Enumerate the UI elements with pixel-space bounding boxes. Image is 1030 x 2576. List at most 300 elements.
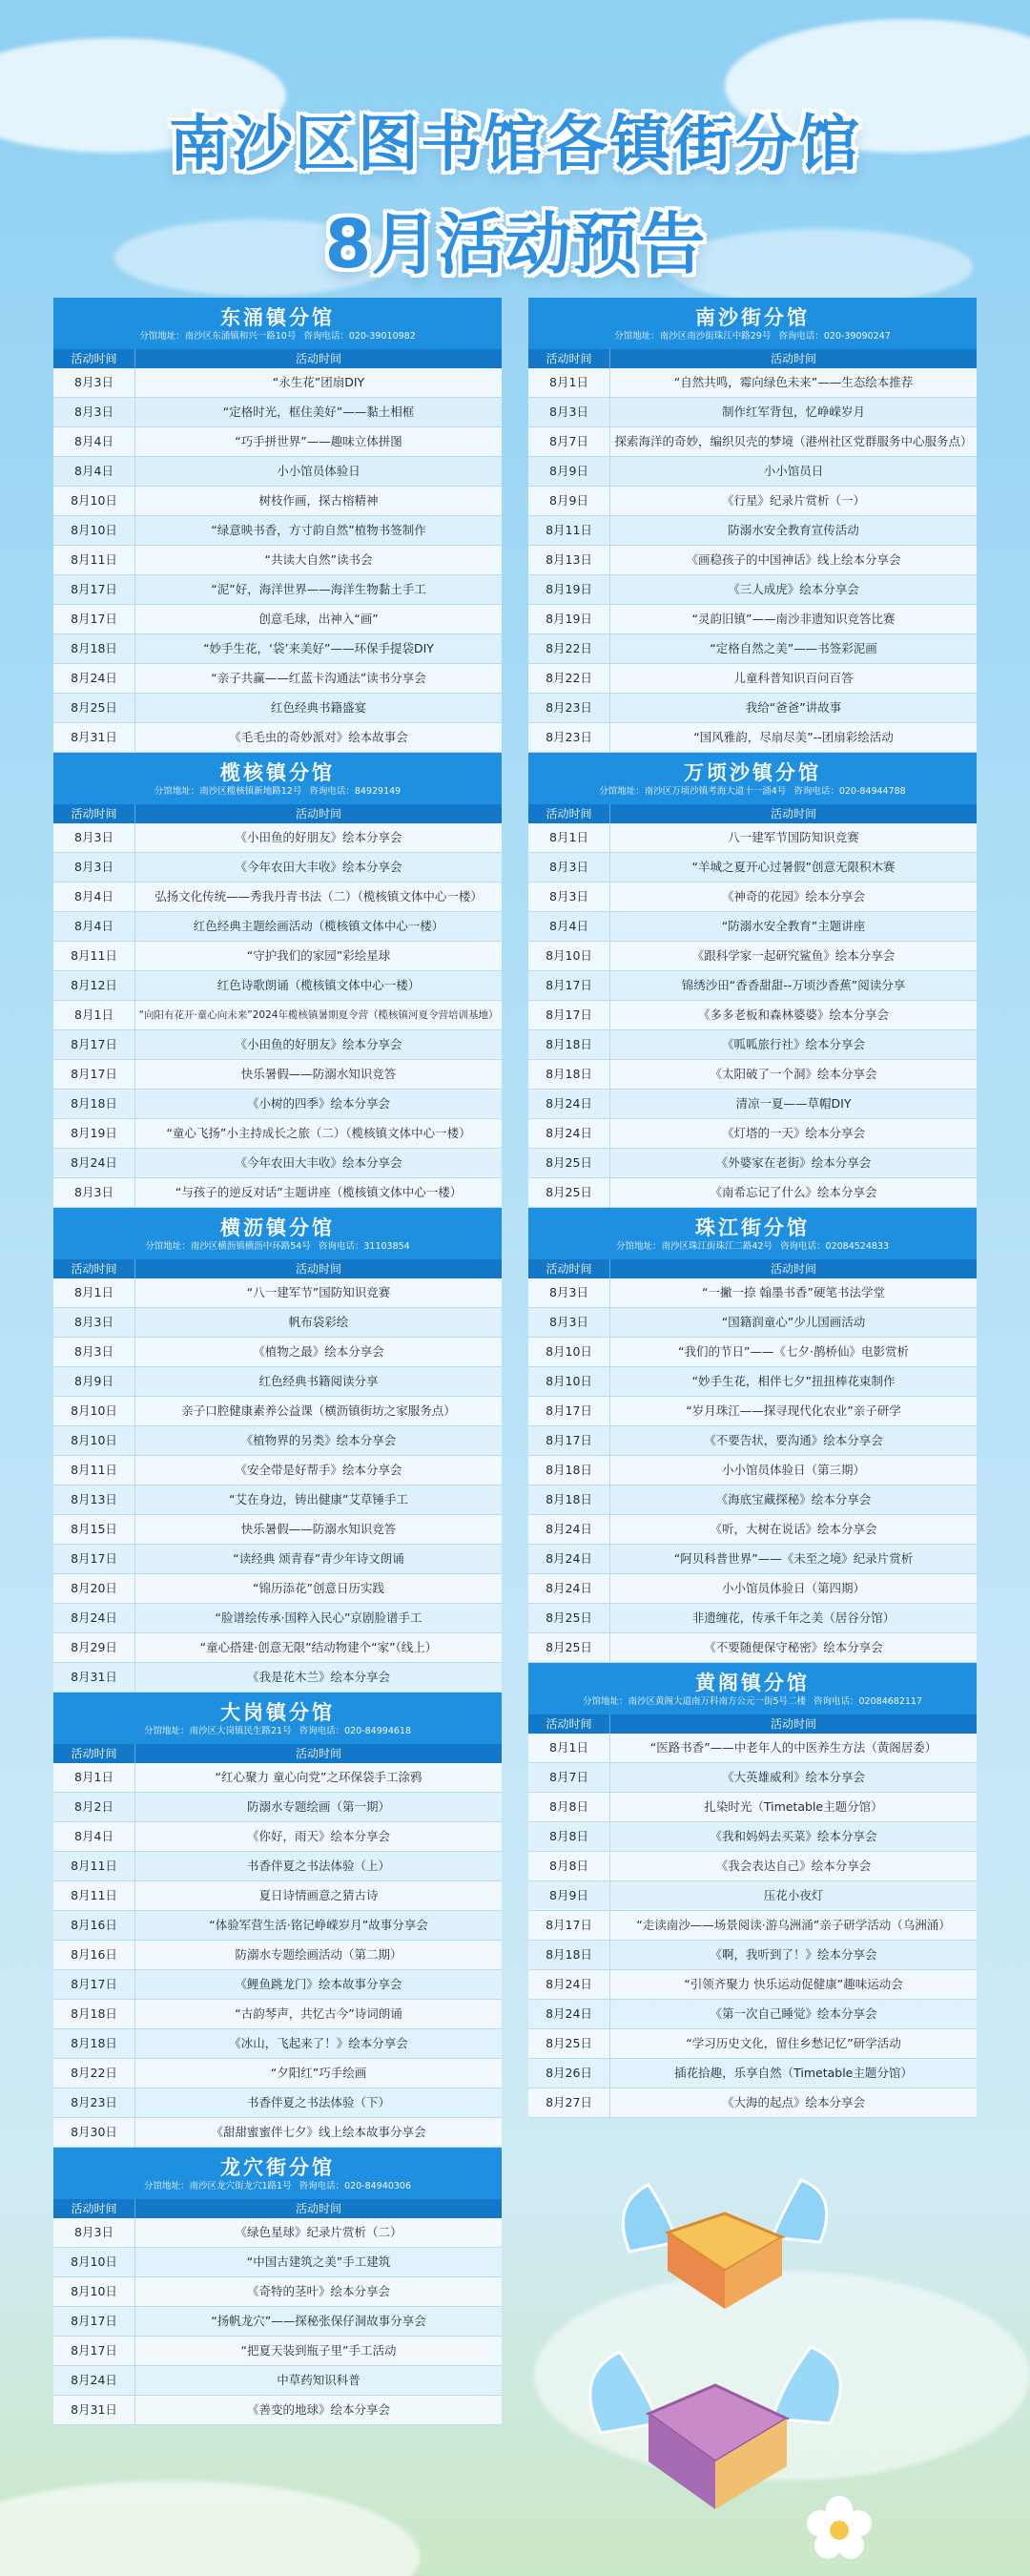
activity-date: 8月25日 xyxy=(528,1149,610,1177)
table-row xyxy=(53,1881,502,1911)
activity-date: 8月24日 xyxy=(53,664,135,693)
activity-name: “岁月珠江——探寻现代化农业”亲子研学 xyxy=(686,1403,901,1418)
activity-name: 《奇特的茎叶》绘本分享会 xyxy=(246,2284,390,2298)
activity-date: 8月8日 xyxy=(528,1852,610,1880)
table-row xyxy=(53,2337,502,2366)
activity-date: 8月8日 xyxy=(528,1793,610,1821)
table-row xyxy=(528,723,977,753)
branch-lanhe xyxy=(53,753,502,1208)
activity-date: 8月23日 xyxy=(528,723,610,752)
activity-name: 红色经典主题绘画活动（榄核镇文体中心一楼） xyxy=(193,919,444,933)
activity-name: “中国古建筑之美”手工建筑 xyxy=(246,2254,391,2269)
branch-header xyxy=(528,753,977,804)
activity-name: 《多多老板和森林婆婆》绘本分享会 xyxy=(697,1008,889,1022)
activity-name: 锦绣沙田“香香甜甜--万顷沙香蕉”阅读分享 xyxy=(681,978,906,992)
branch-longxue xyxy=(53,2148,502,2425)
column-header-date: 活动时间 xyxy=(53,1259,135,1278)
activity-name: “向阳有花开·童心向未来”2024年榄核镇暑期夏令营（榄核镇河夏令营培训基地） xyxy=(138,1009,499,1021)
branch-phone: 咨询电话：020-84940306 xyxy=(299,2181,411,2192)
table-row xyxy=(53,664,502,694)
table-row xyxy=(53,1822,502,1852)
table-row xyxy=(53,1970,502,2000)
table-row xyxy=(53,1338,502,1367)
activity-name: 《啊，我听到了！》绘本分享会 xyxy=(710,1947,877,1962)
branch-header xyxy=(528,298,977,349)
activity-date: 8月11日 xyxy=(53,1456,135,1485)
branch-name: 珠江街分馆 xyxy=(695,1216,810,1239)
activity-date: 8月24日 xyxy=(53,1149,135,1177)
activity-date: 8月11日 xyxy=(528,516,610,545)
table-row xyxy=(528,398,977,427)
branch-name: 黄阁镇分馆 xyxy=(695,1672,810,1694)
branch-nansha xyxy=(528,298,977,753)
activity-name: 《小树的四季》绘本分享会 xyxy=(246,1096,390,1111)
activity-date: 8月10日 xyxy=(53,1426,135,1455)
branch-name: 龙穴街分馆 xyxy=(220,2156,335,2179)
table-row xyxy=(528,1545,977,1574)
activity-name: 《冰山，飞起来了！》绘本分享会 xyxy=(229,2036,408,2050)
table-header xyxy=(53,804,502,823)
table-row xyxy=(528,2029,977,2059)
branch-wanqingsha xyxy=(528,753,977,1208)
table-row xyxy=(528,942,977,971)
branch-info xyxy=(534,1695,971,1709)
activity-date: 8月3日 xyxy=(53,1308,135,1337)
table-row xyxy=(528,1822,977,1852)
table-row xyxy=(53,1278,502,1308)
table-row xyxy=(53,546,502,575)
activity-date: 8月31日 xyxy=(53,1663,135,1692)
table-row xyxy=(53,1119,502,1149)
activity-name: 快乐暑假——防溺水知识竞答 xyxy=(240,1067,397,1081)
activity-name: 《行星》纪录片赏析（一） xyxy=(721,493,865,508)
activity-name: 创意毛球，出神入“画” xyxy=(258,612,379,626)
activity-date: 8月30日 xyxy=(53,2118,135,2147)
column-header-activity: 活动时间 xyxy=(295,1747,341,1760)
table-row xyxy=(53,1941,502,1970)
table-row xyxy=(53,971,502,1001)
activity-name: “定格时光，框住美好”——黏土相框 xyxy=(222,405,415,419)
activity-name: 红色经典书籍盛宴 xyxy=(270,700,366,715)
activity-name: 《我会表达自己》绘本分享会 xyxy=(715,1859,872,1873)
activity-name: 《小田鱼的好朋友》绘本分享会 xyxy=(235,1037,402,1051)
activity-date: 8月1日 xyxy=(528,368,610,397)
table-row xyxy=(528,2059,977,2088)
table-row xyxy=(53,1426,502,1456)
activity-name: “泥”好，海洋世界——海洋生物黏土手工 xyxy=(211,582,426,596)
activity-date: 8月10日 xyxy=(53,487,135,515)
table-row xyxy=(53,1574,502,1604)
branch-name: 横沥镇分馆 xyxy=(220,1216,335,1239)
table-row xyxy=(53,1090,502,1119)
activity-date: 8月19日 xyxy=(53,1119,135,1148)
branch-address: 分馆地址：南沙区龙穴街龙穴1路1号 xyxy=(143,2181,292,2192)
activity-date: 8月3日 xyxy=(53,853,135,882)
activity-name: 儿童科普知识百问百答 xyxy=(733,671,854,685)
activity-date: 8月4日 xyxy=(528,912,610,941)
table-row xyxy=(528,634,977,664)
activity-name: “自然共鸣，霉向绿色未来”——生态绘本推荐 xyxy=(673,375,914,389)
branch-header xyxy=(528,1663,977,1714)
table-row xyxy=(53,1852,502,1881)
branch-phone: 咨询电话：31103854 xyxy=(318,1241,410,1252)
branch-phone: 咨询电话：020-84994618 xyxy=(299,1726,411,1736)
activity-name: “我们的节日”——《七夕·鹊桥仙》电影赏析 xyxy=(678,1344,909,1359)
activity-date: 8月18日 xyxy=(53,2029,135,2058)
activity-date: 8月25日 xyxy=(528,2029,610,2058)
activity-name: 中草药知识科普 xyxy=(277,2373,360,2387)
table-row xyxy=(53,487,502,516)
activity-name: 防溺水安全教育宣传活动 xyxy=(728,523,859,537)
table-row xyxy=(528,1060,977,1090)
activity-name: 帆布袋彩绘 xyxy=(288,1315,349,1329)
table-row xyxy=(528,694,977,723)
activity-date: 8月3日 xyxy=(53,1338,135,1366)
activity-date: 8月17日 xyxy=(53,1545,135,1573)
activity-name: 《不要随便保守秘密》绘本分享会 xyxy=(704,1640,883,1654)
branch-info xyxy=(59,785,496,799)
activity-date: 8月10日 xyxy=(53,2248,135,2276)
table-body xyxy=(528,368,977,753)
column-header-date: 活动时间 xyxy=(53,349,135,368)
branch-phone: 咨询电话：02084524833 xyxy=(780,1241,890,1252)
table-header xyxy=(53,349,502,368)
activity-name: “引领齐聚力 快乐运动促健康”趣味运动会 xyxy=(684,1977,903,1991)
activity-name: 扎染时光（Timetable主题分馆） xyxy=(704,1799,883,1814)
table-row xyxy=(53,1515,502,1545)
activity-date: 8月3日 xyxy=(53,398,135,426)
table-row xyxy=(53,1763,502,1793)
activity-name: 插花拾趣，乐享自然（Timetable主题分馆） xyxy=(674,2066,913,2080)
column-header-activity: 活动时间 xyxy=(770,1717,816,1731)
table-row xyxy=(528,1574,977,1604)
activity-date: 8月13日 xyxy=(528,546,610,574)
activity-name: “医路书香”——中老年人的中医养生方法（黄阁居委） xyxy=(649,1740,937,1755)
activity-date: 8月3日 xyxy=(528,1308,610,1337)
branch-header xyxy=(53,298,502,349)
table-row xyxy=(53,1545,502,1574)
activity-name: 《神奇的花园》绘本分享会 xyxy=(721,889,865,904)
activity-date: 8月17日 xyxy=(53,2307,135,2336)
activity-date: 8月10日 xyxy=(528,1367,610,1396)
activity-date: 8月24日 xyxy=(528,2000,610,2028)
branch-info xyxy=(59,330,496,343)
table-row xyxy=(53,1793,502,1822)
table-row xyxy=(528,1119,977,1149)
table-row xyxy=(528,1852,977,1881)
table-row xyxy=(53,942,502,971)
activity-name: 夏日诗情画意之猜古诗 xyxy=(258,1888,379,1902)
activity-date: 8月22日 xyxy=(528,634,610,663)
activity-name: 《绿色星球》纪录片赏析（二） xyxy=(235,2225,402,2239)
table-row xyxy=(528,883,977,912)
activity-date: 8月3日 xyxy=(528,398,610,426)
activity-name: 探索海洋的奇妙，编织贝壳的梦境（港州社区党群服务中心服务点） xyxy=(614,434,973,448)
table-row xyxy=(528,368,977,398)
table-header xyxy=(53,1259,502,1278)
activity-date: 8月19日 xyxy=(528,605,610,634)
branch-header xyxy=(53,2148,502,2199)
table-row xyxy=(53,427,502,457)
table-row xyxy=(528,823,977,853)
column-header-date: 活动时间 xyxy=(53,804,135,823)
activity-date: 8月11日 xyxy=(53,546,135,574)
activity-name: “读经典 颂青春”青少年诗文朗诵 xyxy=(233,1551,404,1566)
activity-date: 8月17日 xyxy=(528,1397,610,1425)
activity-name: “灵韵旧镇”——南沙非遗知识竞答比赛 xyxy=(691,612,896,626)
activity-date: 8月17日 xyxy=(528,1911,610,1940)
table-row xyxy=(53,1485,502,1515)
activity-date: 8月10日 xyxy=(53,1397,135,1425)
table-row xyxy=(53,1367,502,1397)
column-header-activity: 活动时间 xyxy=(770,352,816,365)
table-row xyxy=(528,1367,977,1397)
activity-date: 8月26日 xyxy=(528,2059,610,2088)
activity-date: 8月25日 xyxy=(53,694,135,722)
activity-name: 《我是花木兰》绘本分享会 xyxy=(246,1670,390,1684)
activity-name: “学习历史文化，留住乡愁记忆”研学活动 xyxy=(686,2036,901,2050)
table-row xyxy=(53,575,502,605)
activity-name: 亲子口腔健康素养公益课（横沥镇街坊之家服务点） xyxy=(181,1403,456,1418)
activity-date: 8月3日 xyxy=(53,1178,135,1207)
activity-date: 8月31日 xyxy=(53,723,135,752)
activity-name: 《第一次自己睡觉》绘本分享会 xyxy=(710,2006,877,2021)
table-row xyxy=(528,1911,977,1941)
table-row xyxy=(528,1970,977,2000)
activity-date: 8月1日 xyxy=(528,823,610,852)
column-header-date: 活动时间 xyxy=(528,1714,610,1734)
activity-date: 8月1日 xyxy=(53,1763,135,1792)
activity-date: 8月18日 xyxy=(53,634,135,663)
activity-name: 《植物之最》绘本分享会 xyxy=(253,1344,384,1359)
table-row xyxy=(53,368,502,398)
activity-date: 8月2日 xyxy=(53,1793,135,1821)
table-row xyxy=(53,398,502,427)
activity-name: “共读大自然”读书会 xyxy=(264,552,373,567)
table-row xyxy=(528,853,977,883)
activity-name: “脸谱绘传承·国粹入民心”京剧脸谱手工 xyxy=(215,1610,422,1625)
table-row xyxy=(53,2029,502,2059)
activity-date: 8月11日 xyxy=(53,1881,135,1910)
activity-date: 8月18日 xyxy=(53,1090,135,1118)
activity-date: 8月3日 xyxy=(528,853,610,882)
table-row xyxy=(53,823,502,853)
activity-date: 8月13日 xyxy=(53,1485,135,1514)
activity-name: “扬帆龙穴”——探秘张保仔洞故事分享会 xyxy=(211,2314,426,2328)
column-header-date: 活动时间 xyxy=(528,804,610,823)
column-header-date: 活动时间 xyxy=(53,1744,135,1763)
table-row xyxy=(53,516,502,546)
table-row xyxy=(528,1515,977,1545)
branch-phone: 咨询电话：020-39090247 xyxy=(778,331,891,342)
activity-name: 《你好，雨天》绘本分享会 xyxy=(246,1829,390,1843)
activity-name: “童心飞扬”小主持成长之旅（二）（榄核镇文体中心一楼） xyxy=(166,1126,471,1140)
table-row xyxy=(53,1456,502,1485)
activity-date: 8月1日 xyxy=(528,1734,610,1762)
branch-address: 分馆地址：南沙区珠江街珠江二路42号 xyxy=(615,1241,773,1252)
activity-name: 《南希忘记了什么》绘本分享会 xyxy=(710,1185,877,1199)
activity-name: 小小馆员体验日（第四期） xyxy=(721,1581,865,1595)
table-row xyxy=(528,2000,977,2029)
table-row xyxy=(528,427,977,457)
activity-date: 8月3日 xyxy=(53,368,135,397)
table-row xyxy=(53,457,502,487)
activity-date: 8月25日 xyxy=(528,1178,610,1207)
activity-date: 8月1日 xyxy=(53,1278,135,1307)
activity-date: 8月10日 xyxy=(528,1338,610,1366)
table-row xyxy=(528,1090,977,1119)
activity-date: 8月1日 xyxy=(53,1001,135,1029)
activity-date: 8月3日 xyxy=(53,2218,135,2247)
activity-name: 《善变的地球》绘本分享会 xyxy=(246,2402,390,2417)
column-header-activity: 活动时间 xyxy=(295,352,341,365)
branch-name: 榄核镇分馆 xyxy=(220,761,335,784)
table-row xyxy=(528,1604,977,1633)
activity-name: “定格自然之美”——书签彩泥画 xyxy=(710,641,877,655)
table-row xyxy=(53,1178,502,1208)
activity-name: “永生花”团扇DIY xyxy=(272,375,365,389)
branch-address: 分馆地址：南沙区黄阁大道南万科南方公元一街5号二楼 xyxy=(582,1696,807,1707)
right-column xyxy=(528,298,977,2118)
activity-name: “体验军营生活·铭记峥嵘岁月”故事分享会 xyxy=(209,1918,428,1932)
activity-name: “国籍润童心”少儿国画活动 xyxy=(721,1315,866,1329)
branch-address: 分馆地址：南沙区横沥镇横沥中环路54号 xyxy=(145,1241,311,1252)
activity-date: 8月24日 xyxy=(53,2366,135,2395)
table-row xyxy=(53,694,502,723)
activity-date: 8月4日 xyxy=(53,912,135,941)
table-row xyxy=(53,1308,502,1338)
activity-date: 8月4日 xyxy=(53,457,135,486)
activity-name: 小小馆员体验日 xyxy=(277,464,360,478)
table-row xyxy=(528,457,977,487)
branch-huangge xyxy=(528,1663,977,2118)
activity-name: “古韵琴声，共忆古今”诗词朗诵 xyxy=(235,2006,402,2021)
activity-name: 防溺水专题绘画（第一期） xyxy=(246,1799,390,1814)
activity-name: 《植物界的另类》绘本分享会 xyxy=(240,1433,397,1447)
activity-name: 防溺水专题绘画活动（第二期） xyxy=(235,1947,402,1962)
activity-date: 8月29日 xyxy=(53,1633,135,1662)
table-row xyxy=(528,487,977,516)
activity-name: 《画稳孩子的中国神话》线上绘本分享会 xyxy=(686,552,901,567)
table-row xyxy=(528,546,977,575)
branch-name: 万顷沙镇分馆 xyxy=(684,761,821,784)
branch-address: 分馆地址：南沙区南沙街珠江中路29号 xyxy=(614,331,772,342)
activity-name: 制作红军背包，忆峥嵘岁月 xyxy=(721,405,865,419)
table-row xyxy=(528,1734,977,1763)
table-body xyxy=(53,2218,502,2425)
activity-name: 清凉一夏——草帽DIY xyxy=(735,1096,852,1111)
activity-name: 《灯塔的一天》绘本分享会 xyxy=(721,1126,865,1140)
activity-name: “八一建军节”国防知识竞赛 xyxy=(246,1285,391,1299)
branch-name: 大岗镇分馆 xyxy=(220,1701,335,1724)
table-row xyxy=(528,1426,977,1456)
table-row xyxy=(53,1060,502,1090)
branch-address: 分馆地址：南沙区榄核镇新地路12号 xyxy=(154,786,302,797)
table-row xyxy=(53,1604,502,1633)
table-row xyxy=(53,2307,502,2337)
table-row xyxy=(53,1633,502,1663)
column-header-activity: 活动时间 xyxy=(295,807,341,821)
activity-date: 8月9日 xyxy=(53,1367,135,1396)
activity-name: “锦历添花”创意日历实践 xyxy=(253,1581,384,1595)
table-row xyxy=(53,2366,502,2396)
activity-date: 8月20日 xyxy=(53,1574,135,1603)
activity-name: 八一建军节国防知识竞赛 xyxy=(728,830,859,844)
activity-date: 8月7日 xyxy=(528,427,610,456)
activity-date: 8月27日 xyxy=(528,2088,610,2117)
activity-name: 红色诗歌朗诵（榄核镇文体中心一楼） xyxy=(216,978,421,992)
activity-name: 《太阳破了一个洞》绘本分享会 xyxy=(710,1067,877,1081)
table-row xyxy=(528,1456,977,1485)
table-header xyxy=(528,1259,977,1278)
activity-name: 《大海的起点》绘本分享会 xyxy=(721,2095,865,2109)
activity-name: 《今年农田大丰收》绘本分享会 xyxy=(235,1155,402,1170)
branch-info xyxy=(534,330,971,343)
table-header xyxy=(53,2199,502,2218)
table-header xyxy=(528,349,977,368)
table-row xyxy=(528,1881,977,1911)
table-body xyxy=(528,823,977,1208)
branch-info xyxy=(534,785,971,799)
activity-name: “夕阳红”巧手绘画 xyxy=(270,2066,367,2080)
table-row xyxy=(53,1397,502,1426)
activity-date: 8月17日 xyxy=(53,1060,135,1089)
table-row xyxy=(528,664,977,694)
activity-name: 红色经典书籍阅读分享 xyxy=(258,1374,379,1388)
branch-header xyxy=(53,1208,502,1259)
table-row xyxy=(528,1763,977,1793)
table-body xyxy=(53,823,502,1208)
activity-date: 8月15日 xyxy=(53,1515,135,1544)
activity-date: 8月10日 xyxy=(53,2277,135,2306)
activity-name: 《海底宝藏探秘》绘本分享会 xyxy=(715,1492,872,1506)
branch-phone: 咨询电话：84929149 xyxy=(309,786,402,797)
activity-date: 8月18日 xyxy=(528,1456,610,1485)
table-row xyxy=(53,912,502,942)
table-row xyxy=(528,1485,977,1515)
activity-date: 8月17日 xyxy=(53,1030,135,1059)
table-row xyxy=(528,1633,977,1663)
activity-date: 8月10日 xyxy=(53,516,135,545)
activity-name: 小小馆员体验日（第三期） xyxy=(721,1463,865,1477)
activity-name: “童心搭建·创意无限”结动物建个“家”（线上） xyxy=(199,1640,438,1654)
activity-date: 8月22日 xyxy=(528,664,610,693)
table-row xyxy=(528,1941,977,1970)
table-row xyxy=(528,1030,977,1060)
table-row xyxy=(53,883,502,912)
column-header-activity: 活动时间 xyxy=(295,2202,341,2215)
cloud-decoration xyxy=(0,2481,420,2576)
branch-name: 东涌镇分馆 xyxy=(220,306,335,329)
activity-name: “亲子共赢——红蓝卡沟通法”读书分享会 xyxy=(211,671,426,685)
activity-date: 8月9日 xyxy=(528,457,610,486)
table-row xyxy=(528,1397,977,1426)
column-header-activity: 活动时间 xyxy=(770,807,816,821)
table-row xyxy=(53,2118,502,2148)
table-row xyxy=(53,2277,502,2307)
activity-name: “红心聚力 童心向党”之环保袋手工涂鸦 xyxy=(215,1770,422,1784)
table-row xyxy=(528,1793,977,1822)
column-header-activity: 活动时间 xyxy=(770,1262,816,1276)
table-row xyxy=(528,1338,977,1367)
table-body xyxy=(53,1278,502,1693)
activity-name: 《我和妈妈去买菜》绘本分享会 xyxy=(710,1829,877,1843)
activity-date: 8月4日 xyxy=(53,427,135,456)
branch-dongchong xyxy=(53,298,502,753)
activity-date: 8月3日 xyxy=(528,1278,610,1307)
table-row xyxy=(528,605,977,634)
activity-date: 8月17日 xyxy=(53,2337,135,2365)
